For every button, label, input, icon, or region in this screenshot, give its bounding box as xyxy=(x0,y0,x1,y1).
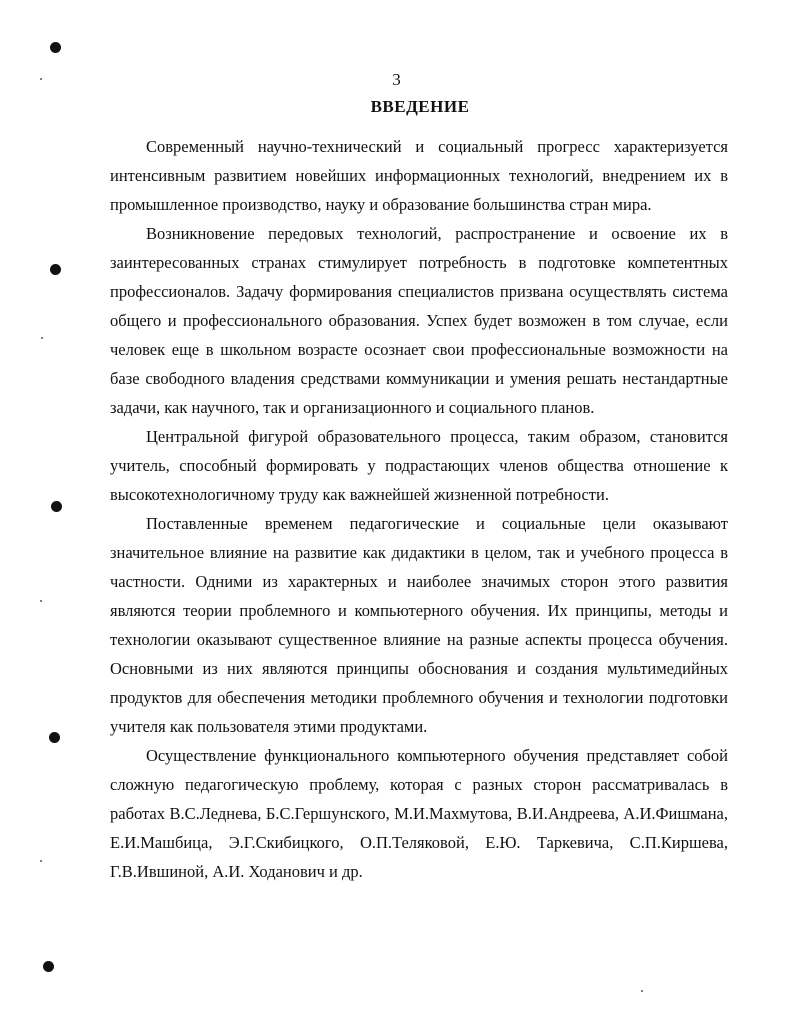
page-number: 3 xyxy=(392,70,401,89)
punch-hole-mark xyxy=(43,961,54,972)
scan-speck xyxy=(641,990,643,992)
scan-speck xyxy=(40,600,42,602)
paragraph: Поставленные временем педагогические и социальные цели оказывают значительное влияние на развитие как дидактики в целом, так и учебного процесса в частности. Одними из характерных и наиболее значимых сторон этого развития являются теории проблемного и компьютерного обучения. Их принципы, методы и технологии оказывают существенное влияние на разные аспекты процесса обучения. Основными из них являются принципы обоснования и создания мультимедийных продуктов для обеспечения методики проблемного обучения и технологии подготовки учителя как пользователя этими продуктами. xyxy=(110,514,728,736)
punch-hole-mark xyxy=(49,732,60,743)
punch-hole-mark xyxy=(50,264,61,275)
paragraph: Возникновение передовых технологий, распространение и освоение их в заинтересованных странах стимулирует потребность в подготовке компетентных профессионалов. Задачу формирования специалистов призвана осуществлять система общего и профессионального образования. Успех будет возможен в том случае, если человек еще в школьном возрасте осознает свои профессиональные возможности на базе свободного владения средствами коммуникации и умения решать нестандартные задачи, как научного, так и организационного и социального планов. xyxy=(110,224,728,417)
scan-speck xyxy=(41,337,43,339)
paragraph: Центральной фигурой образовательного процесса, таким образом, становится учитель, способный формировать у подрастающих членов общества отношение к высокотехнологичному труду как важнейшей жизненной потребности. xyxy=(110,427,728,504)
punch-hole-mark xyxy=(51,501,62,512)
document-body xyxy=(110,132,728,886)
paragraph: Осуществление функционального компьютерного обучения представляет собой сложную педагогическую проблему, которая с разных сторон рассматривалась в работах В.С.Леднева, Б.С.Гершунского, М.И.Махмутова, В.И.Андреева, А.И.Фишмана, Е.И.Машбица, Э.Г.Скибицкого, О.П.Теляковой, Е.Ю. Таркевича, С.П.Киршева, Г.В.Ившиной, А.И. Ходанович и др. xyxy=(110,746,728,881)
scan-speck xyxy=(40,860,42,862)
paragraph: Современный научно-технический и социальный прогресс характеризуется интенсивным развитием новейших информационных технологий, внедрением их в промышленное производство, науку и образование большинства стран мира. xyxy=(110,137,728,214)
punch-hole-mark xyxy=(50,42,61,53)
page-title: ВВЕДЕНИЕ xyxy=(370,97,470,116)
